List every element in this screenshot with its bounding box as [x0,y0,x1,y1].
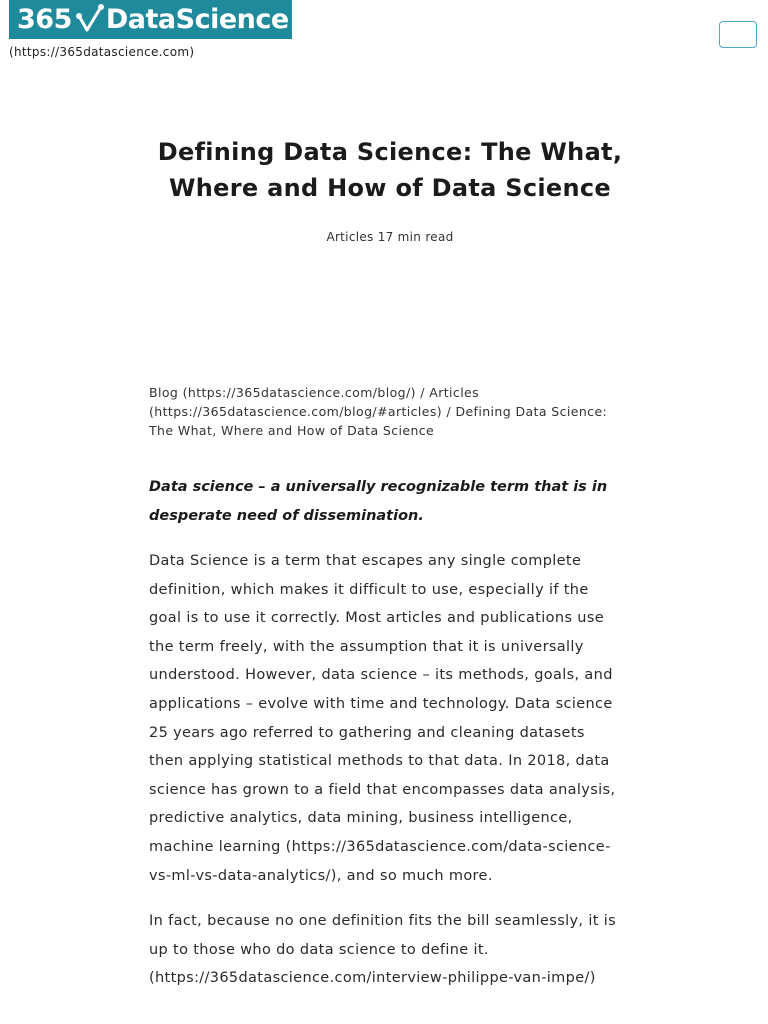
site-logo[interactable] [9,0,292,39]
article-intro: Data science – a universally recognizable term that is in desperate need of dissemination. [149,479,608,524]
logo-url-text[interactable]: (https://365datascience.com) [9,45,195,59]
logo-number: 365 [17,4,72,35]
article-paragraph-1: Data Science is a term that escapes any single complete definition, which makes it difficult to use, especially if the goal is to use it correctly. Most articles and publications use the term freely, with the assumption that it is universally understood. However, data science – its methods, goals, and applications – evolve with time and technology. Data science 25 years ago referred to gathering and cleaning datasets then applying statistical methods to that data. In 2018, data science has grown to a field that encompasses data analysis, predictive analytics, data mining, business intelligence, machine learning (https://365datascience.com/data-science-vs-ml-vs-data-analytics/), and so much more. [149,553,616,884]
article-meta: Articles 17 min read [326,230,454,244]
article-title: Defining Data Science: The What, Where and How of Data Science [157,138,623,202]
article-paragraph-2: In fact, because no one definition fits the bill seamlessly, it is up to those who do data science to define it. (https://365datascience.com/interview-philippe-van-impe/) [149,913,616,987]
menu-toggle-button[interactable] [719,21,757,48]
logo-check-icon [74,2,106,38]
breadcrumb[interactable]: Blog (https://365datascience.com/blog/) / Articles (https://365datascience.com/blog/#articles) / Defining Data Science: The What, Where and How of Data Science [149,385,608,438]
logo-word: DataScience [105,4,289,35]
